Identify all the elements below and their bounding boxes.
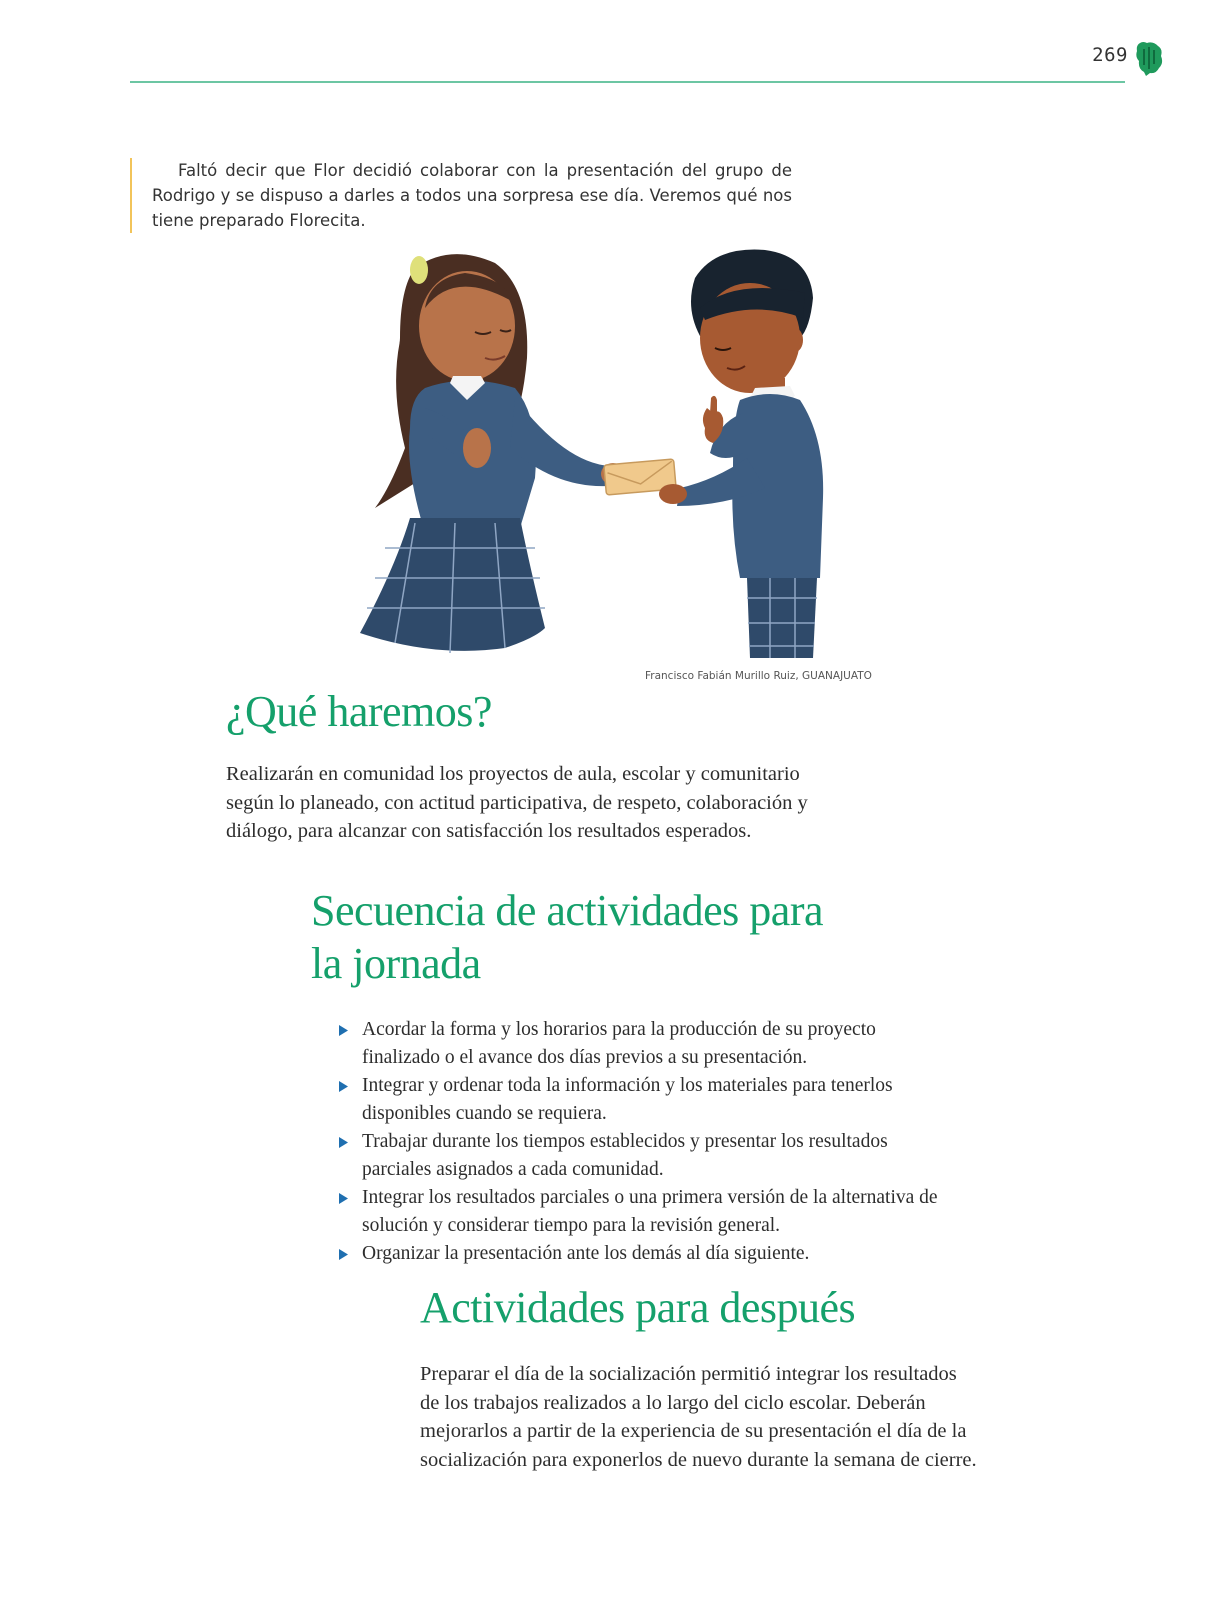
two-students-illustration — [355, 248, 855, 666]
secuencia-title: Secuencia de actividades para la jornada — [311, 886, 823, 988]
triangle-bullet-icon — [338, 1192, 349, 1205]
triangle-bullet-icon — [338, 1248, 349, 1261]
list-item — [338, 1184, 958, 1240]
list-item — [338, 1016, 958, 1072]
page-number: 269 — [1092, 44, 1128, 66]
list-item-text: Integrar y ordenar toda la información y los materiales para tenerlos disponibles cuando se requiera. — [362, 1075, 893, 1124]
list-item-text: Trabajar durante los tiempos establecidos y presentar los resultados parciales asignados a cada comunidad. — [362, 1131, 888, 1180]
list-item-text: Acordar la forma y los horarios para la producción de su proyecto finalizado o el avance dos días previos a su presentación. — [362, 1019, 876, 1068]
intro-paragraph — [130, 158, 792, 233]
list-item-text: Organizar la presentación ante los demás al día siguiente. — [362, 1243, 810, 1264]
intro-text: Faltó decir que Flor decidió colaborar con la presentación del grupo de Rodrigo y se dispuso a darles a todos una sorpresa ese día. Veremos qué nos tiene preparado Florecita. — [152, 161, 792, 230]
activities-list — [338, 1016, 958, 1268]
corner-decoration-icon — [1134, 39, 1164, 77]
despues-text: Preparar el día de la socialización permitió integrar los resultados de los trabajos realizados a lo largo del ciclo escolar. Deberán mejorarlos a partir de la experiencia de su presentación el día de la socialización para exponerlos de nuevo durante la semana de cierre. — [420, 1363, 977, 1471]
despues-title: Actividades para después — [420, 1283, 856, 1332]
girl-figure — [360, 254, 625, 653]
list-item — [338, 1072, 958, 1128]
list-item-text: Integrar los resultados parciales o una primera versión de la alternativa de solución y considerar tiempo para la revisión general. — [362, 1187, 938, 1236]
que-haremos-title: ¿Qué haremos? — [226, 687, 492, 736]
que-haremos-text: Realizarán en comunidad los proyectos de aula, escolar y comunitario según lo planeado, con actitud participativa, de respeto, colaboración y diálogo, para alcanzar con satisfacción los resultados esperados. — [226, 763, 808, 842]
triangle-bullet-icon — [338, 1024, 349, 1037]
illustration-credit: Francisco Fabián Murillo Ruiz, GUANAJUATO — [645, 670, 872, 682]
triangle-bullet-icon — [338, 1080, 349, 1093]
boy-figure — [659, 250, 823, 658]
header-rule — [130, 81, 1125, 83]
list-item — [338, 1240, 958, 1268]
list-item — [338, 1128, 958, 1184]
triangle-bullet-icon — [338, 1136, 349, 1149]
